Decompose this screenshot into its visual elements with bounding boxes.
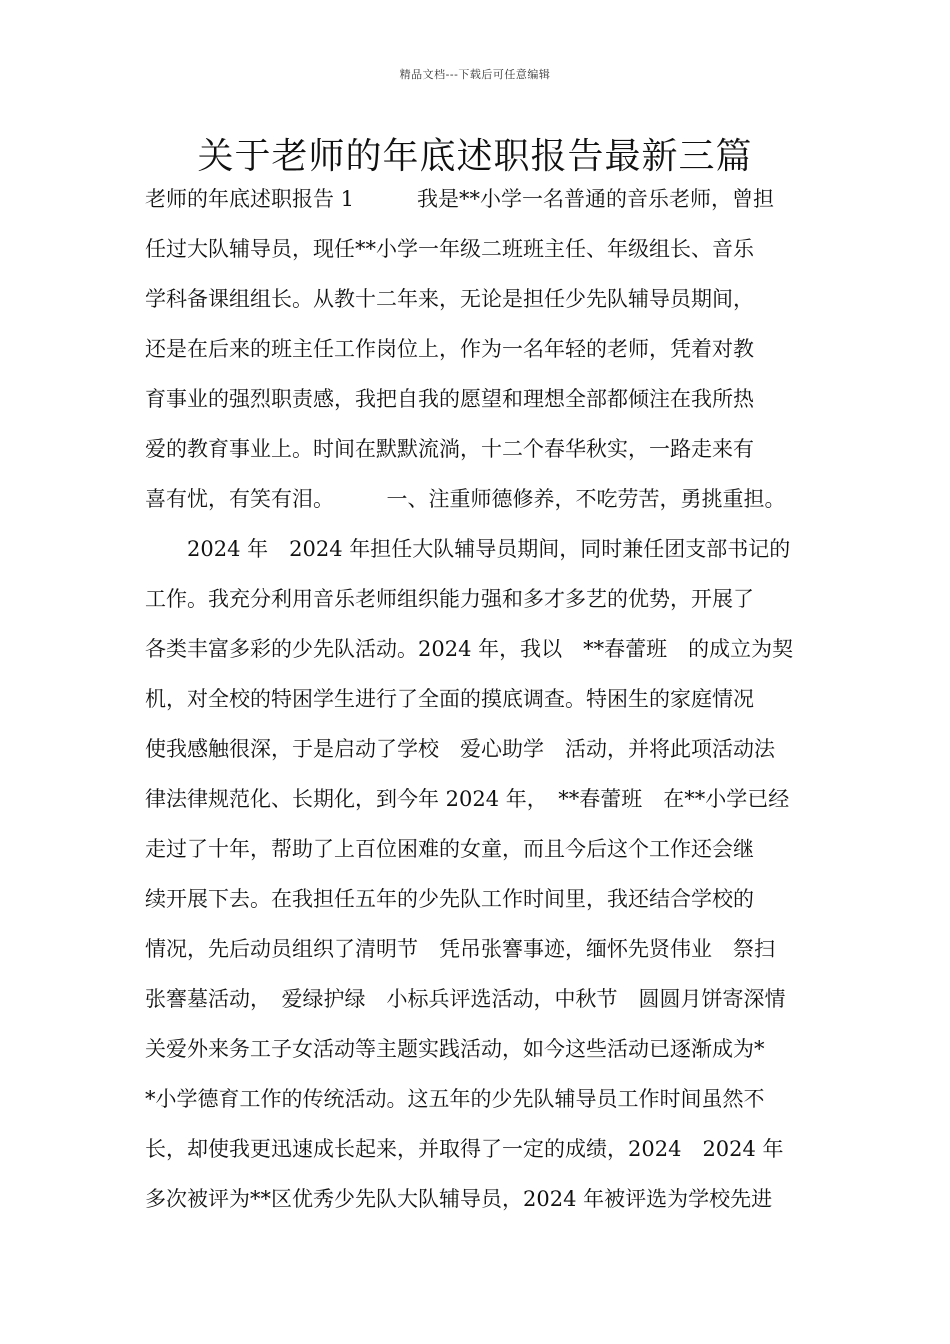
page-header-note: 精品文档---下载后可任意编辑 bbox=[399, 68, 551, 81]
text-line: 机，对全校的特困学生进行了全面的摸底调查。特困生的家庭情况 bbox=[145, 687, 754, 711]
document-body bbox=[145, 180, 825, 1230]
text-line: 关爱外来务工子女活动等主题实践活动，如今这些活动已逐渐成为* bbox=[145, 1037, 765, 1061]
text-line: 任过大队辅导员，现任**小学一年级二班班主任、年级组长、音乐 bbox=[145, 237, 754, 261]
text-line: 2024 年 2024 年担任大队辅导员期间，同时兼任团支部书记的 bbox=[145, 537, 791, 561]
text-line: 各类丰富多彩的少先队活动。2024 年，我以 **春蕾班 的成立为契 bbox=[145, 637, 794, 661]
text-line: 学科备课组组长。从教十二年来，无论是担任少先队辅导员期间， bbox=[145, 287, 754, 311]
text-line: 律法律规范化、长期化，到今年 2024 年， **春蕾班 在**小学已经 bbox=[145, 787, 790, 811]
document-title: 关于老师的年底述职报告最新三篇 bbox=[197, 136, 753, 177]
text-line: 还是在后来的班主任工作岗位上，作为一名年轻的老师，凭着对教 bbox=[145, 337, 754, 361]
text-line: 长，却使我更迅速成长起来，并取得了一定的成绩，2024 2024 年 bbox=[145, 1137, 784, 1161]
text-line: 续开展下去。在我担任五年的少先队工作时间里，我还结合学校的 bbox=[145, 887, 754, 911]
text-line: 使我感触很深，于是启动了学校 爱心助学 活动，并将此项活动法 bbox=[145, 737, 775, 761]
text-line: 老师的年底述职报告 1 我是**小学一名普通的音乐老师，曾担 bbox=[145, 187, 775, 211]
text-line: 情况，先后动员组织了清明节 凭吊张謇事迹，缅怀先贤伟业 祭扫 bbox=[145, 937, 775, 961]
text-line: 爱的教育事业上。时间在默默流淌，十二个春华秋实，一路走来有 bbox=[145, 437, 754, 461]
text-line: 走过了十年，帮助了上百位困难的女童，而且今后这个工作还会继 bbox=[145, 837, 754, 861]
text-line: 喜有忧，有笑有泪。 一、注重师德修养，不吃劳苦，勇挑重担。 bbox=[145, 487, 786, 511]
text-line: 工作。我充分利用音乐老师组织能力强和多才多艺的优势，开展了 bbox=[145, 587, 754, 611]
text-line: 多次被评为**区优秀少先队大队辅导员，2024 年被评选为学校先进 bbox=[145, 1187, 773, 1211]
text-line: 育事业的强烈职责感，我把自我的愿望和理想全部都倾注在我所热 bbox=[145, 387, 754, 411]
text-line: 张謇墓活动， 爱绿护绿 小标兵评选活动，中秋节 圆圆月饼寄深情 bbox=[145, 987, 786, 1011]
text-line: *小学德育工作的传统活动。这五年的少先队辅导员工作时间虽然不 bbox=[145, 1087, 765, 1111]
